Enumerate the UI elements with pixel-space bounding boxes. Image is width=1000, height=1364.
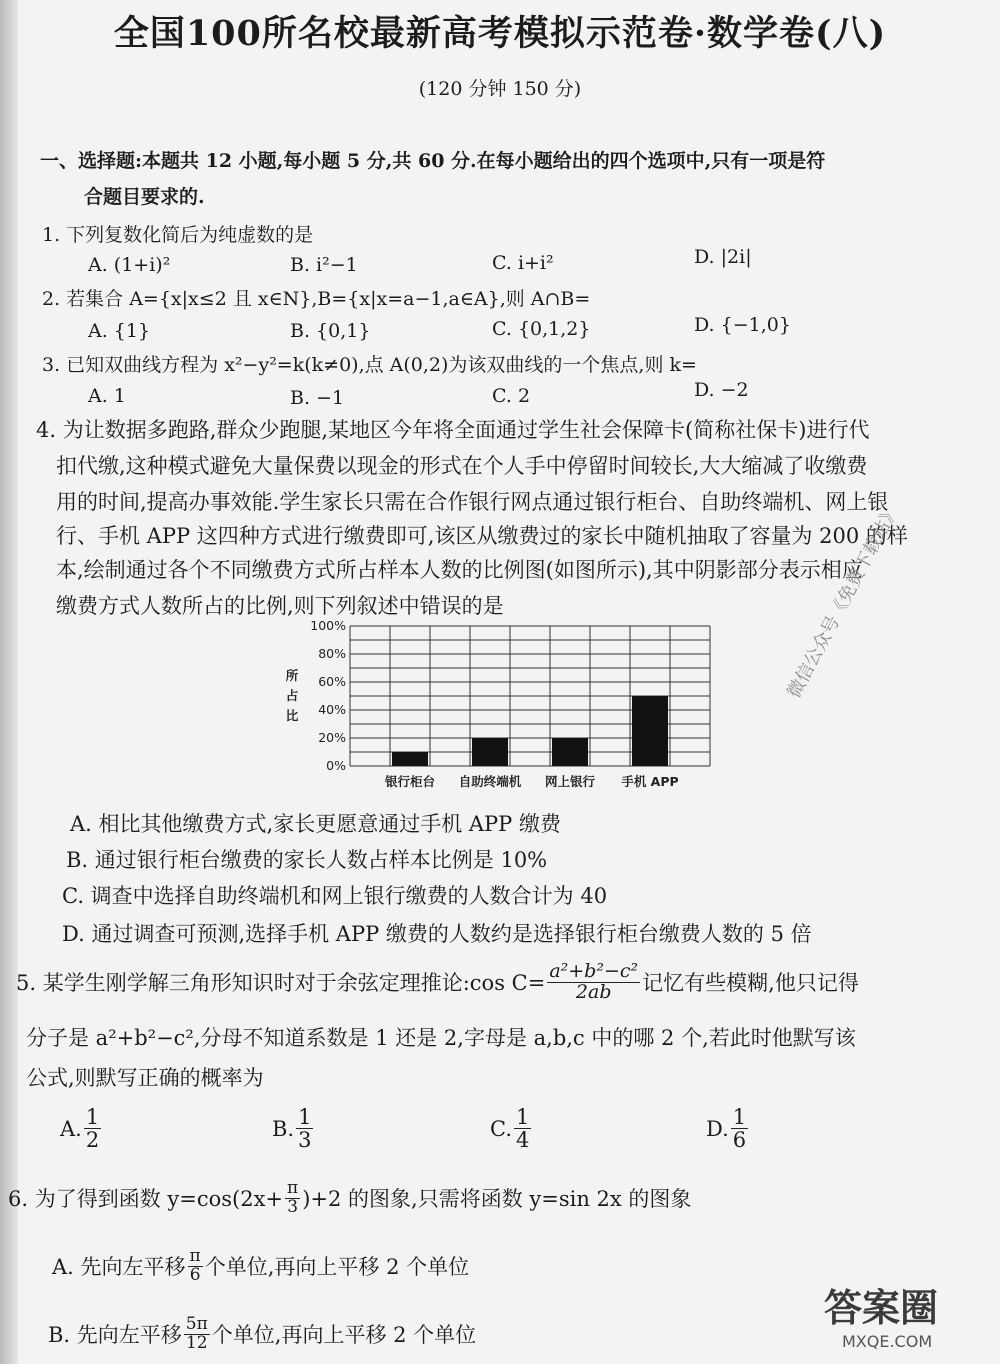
q6-option-b bbox=[48, 1316, 476, 1353]
q6-stem-frac-num: π bbox=[287, 1178, 299, 1198]
q4-option-a: A. 相比其他缴费方式,家长更愿意通过手机 APP 缴费 bbox=[70, 812, 561, 836]
payment-ratio-chart bbox=[272, 614, 732, 804]
chart-ylabel-char: 占 bbox=[285, 688, 299, 703]
q6-option-a-pre: A. 先向左平移 bbox=[52, 1255, 186, 1280]
q5-option-c-den: 4 bbox=[516, 1128, 530, 1153]
q6-option-a-num: π bbox=[189, 1246, 201, 1266]
q3-option-a: A. 1 bbox=[88, 385, 126, 407]
q5-option-b-den: 3 bbox=[298, 1128, 312, 1153]
q6-option-b-post: 个单位,再向上平移 2 个单位 bbox=[211, 1323, 477, 1348]
q5-stem-b: 记忆有些模糊,他只记得 bbox=[642, 971, 859, 996]
q5-option-d bbox=[706, 1106, 750, 1151]
chart-ytick-label: 60% bbox=[318, 674, 346, 689]
chart-bar bbox=[632, 696, 668, 766]
watermark-text: 微信公众号《免费下载站》 bbox=[783, 501, 904, 702]
q3-stem: 3. 已知双曲线方程为 x²−y²=k(k≠0),点 A(0,2)为该双曲线的一个焦点,则 k= bbox=[42, 354, 697, 376]
q4-line-3: 用的时间,提高办事效能.学生家长只需在合作银行网点通过银行柜台、自助终端机、网上银 bbox=[56, 490, 889, 514]
q5-option-d-label: D. bbox=[706, 1116, 729, 1141]
q1-option-c: C. i+i² bbox=[492, 252, 554, 274]
q6-option-b-pre: B. 先向左平移 bbox=[48, 1323, 182, 1348]
section-header-line2: 合题目要求的. bbox=[84, 186, 205, 208]
q4-line-1: 4. 为让数据多跑路,群众少跑腿,某地区今年将全面通过学生社会保障卡(简称社保卡)进行代 bbox=[36, 418, 870, 442]
q6-stem-b: )+2 的图象,只需将函数 y=sin 2x 的图象 bbox=[302, 1187, 692, 1212]
q5-option-c-label: C. bbox=[490, 1116, 512, 1141]
q1-option-d: D. |2i| bbox=[694, 246, 752, 268]
q6-stem-a: 6. 为了得到函数 y=cos(2x+ bbox=[8, 1187, 284, 1212]
q6-option-b-den: 12 bbox=[185, 1332, 208, 1353]
q5-fraction-denominator: 2ab bbox=[575, 980, 612, 1003]
q2-option-b: B. {0,1} bbox=[290, 320, 371, 342]
q5-line-2: 分子是 a²+b²−c²,分母不知道系数是 1 还是 2,字母是 a,b,c 中的哪 2 个,若此时他默写该 bbox=[26, 1026, 856, 1050]
q2-option-a: A. {1} bbox=[88, 320, 151, 342]
exam-subtitle: (120 分钟 150 分) bbox=[418, 78, 582, 100]
q5-cos-fraction bbox=[547, 962, 640, 1003]
q6-option-b-num: 5π bbox=[185, 1314, 208, 1334]
q6-option-a-post: 个单位,再向上平移 2 个单位 bbox=[204, 1255, 470, 1280]
site-logo bbox=[820, 1275, 990, 1355]
chart-ytick-label: 100% bbox=[310, 618, 346, 633]
chart-bar bbox=[392, 752, 428, 766]
chart-ytick-label: 20% bbox=[318, 730, 346, 745]
q3-option-c: C. 2 bbox=[492, 385, 531, 407]
q4-line-4: 行、手机 APP 这四种方式进行缴费即可,该区从缴费过的家长中随机抽取了容量为 200 的样 bbox=[56, 524, 908, 548]
q5-option-c-num: 1 bbox=[516, 1105, 530, 1129]
chart-ytick-label: 40% bbox=[318, 702, 346, 717]
chart-svg bbox=[272, 614, 732, 804]
exam-title: 全国100所名校最新高考模拟示范卷·数学卷(八) bbox=[113, 13, 887, 54]
q6-stem bbox=[8, 1180, 691, 1217]
q5-stem-a: 5. 某学生刚学解三角形知识时对于余弦定理推论:cos C= bbox=[16, 971, 546, 996]
chart-xtick-label: 手机 APP bbox=[621, 774, 679, 789]
q5-fraction-numerator: a²+b²−c² bbox=[549, 960, 639, 982]
q5-option-a bbox=[60, 1106, 103, 1151]
q6-option-a bbox=[52, 1248, 469, 1285]
q5-option-b-label: B. bbox=[272, 1116, 295, 1141]
q5-option-a-label: A. bbox=[60, 1116, 82, 1141]
q5-option-a-den: 2 bbox=[85, 1128, 100, 1153]
q4-line-6: 缴费方式人数所占的比例,则下列叙述中错误的是 bbox=[56, 594, 504, 618]
q1-stem: 1. 下列复数化简后为纯虚数的是 bbox=[42, 224, 314, 246]
q5-line-1 bbox=[16, 962, 859, 1003]
q4-option-c: C. 调查中选择自助终端机和网上银行缴费的人数合计为 40 bbox=[62, 884, 608, 908]
q3-option-d: D. −2 bbox=[694, 379, 749, 401]
q5-option-d-num: 1 bbox=[732, 1105, 747, 1129]
q5-option-b bbox=[272, 1106, 315, 1151]
q6-option-a-den: 6 bbox=[189, 1264, 201, 1285]
q1-option-a: A. (1+i)² bbox=[88, 254, 171, 276]
q4-line-2: 扣代缴,这种模式避免大量保费以现金的形式在个人手中停留时间较长,大大缩减了收缴费 bbox=[56, 454, 868, 478]
q4-option-d: D. 通过调查可预测,选择手机 APP 缴费的人数约是选择银行柜台缴费人数的 5 倍 bbox=[62, 922, 812, 946]
q1-option-b: B. i²−1 bbox=[290, 254, 358, 276]
scan-edge-shadow bbox=[0, 0, 18, 1364]
q2-stem: 2. 若集合 A={x|x≤2 且 x∈N},B={x|x=a−1,a∈A},则 A∩B= bbox=[42, 288, 591, 310]
q5-option-a-num: 1 bbox=[85, 1105, 100, 1129]
chart-ytick-label: 0% bbox=[326, 758, 346, 773]
chart-bar bbox=[472, 738, 508, 766]
q6-stem-frac-den: 3 bbox=[287, 1196, 299, 1217]
section-header-line1: 一、选择题:本题共 12 小题,每小题 5 分,共 60 分.在每小题给出的四个选项中,只有一项是符 bbox=[40, 150, 826, 172]
chart-xtick-label: 银行柜台 bbox=[384, 774, 436, 789]
q2-option-c: C. {0,1,2} bbox=[492, 318, 591, 340]
chart-ylabel-char: 所 bbox=[285, 668, 299, 683]
chart-bar bbox=[552, 738, 588, 766]
q2-option-d: D. {−1,0} bbox=[694, 314, 791, 336]
chart-ylabel-char: 比 bbox=[285, 708, 299, 723]
chart-ytick-label: 80% bbox=[318, 646, 346, 661]
chart-xtick-label: 自助终端机 bbox=[458, 774, 522, 789]
logo-small-text: MXQE.COM bbox=[842, 1332, 933, 1351]
q4-option-b: B. 通过银行柜台缴费的家长人数占样本比例是 10% bbox=[66, 848, 548, 872]
logo-big-text: 答案圈 bbox=[824, 1286, 939, 1330]
q5-line-3: 公式,则默写正确的概率为 bbox=[26, 1066, 264, 1090]
chart-xtick-label: 网上银行 bbox=[544, 774, 596, 789]
q4-line-5: 本,绘制通过各个不同缴费方式所占样本人数的比例图(如图所示),其中阴影部分表示相应 bbox=[56, 558, 863, 582]
q3-option-b: B. −1 bbox=[290, 387, 345, 409]
q5-option-b-num: 1 bbox=[298, 1105, 312, 1129]
q5-option-d-den: 6 bbox=[732, 1128, 747, 1153]
q5-option-c bbox=[490, 1106, 533, 1151]
